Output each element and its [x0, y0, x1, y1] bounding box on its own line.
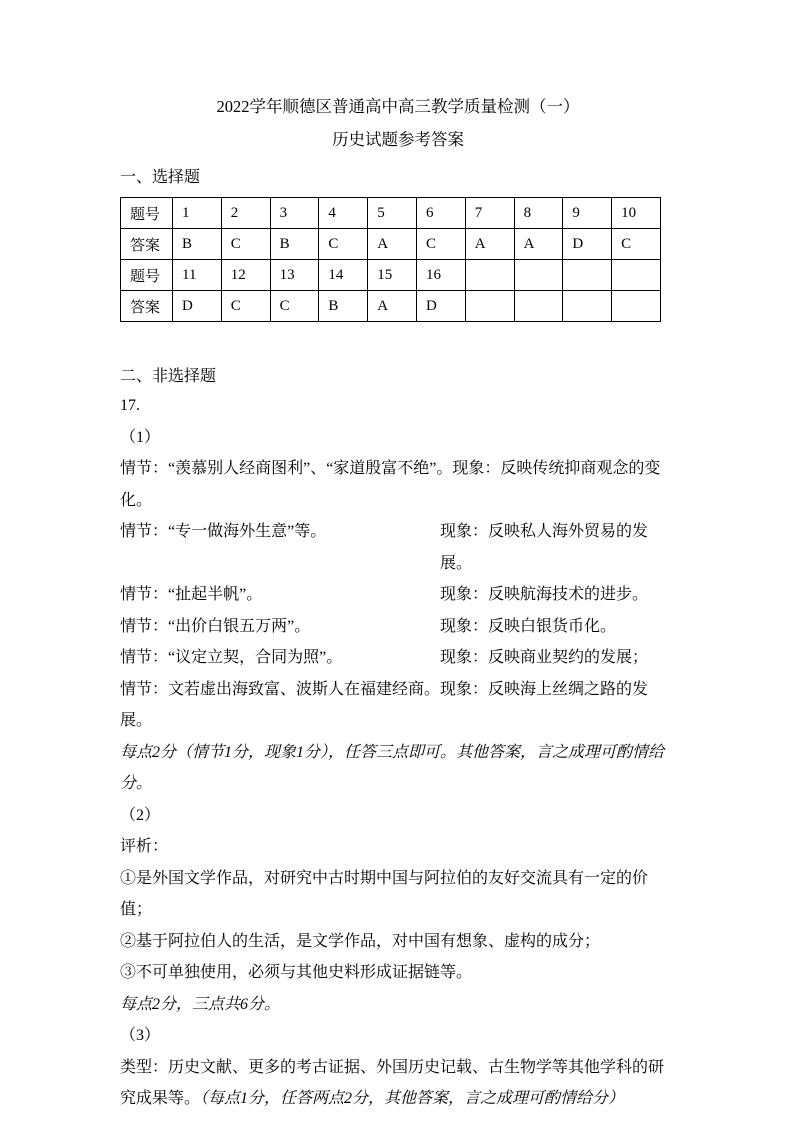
pair-plot: 情节：“扯起半帆”。	[120, 586, 263, 603]
table-cell: 1	[173, 198, 222, 229]
table-cell: 6	[416, 198, 465, 229]
section-heading-choice: 一、选择题	[120, 169, 201, 186]
pair-plot: 情节：“议定立契，合同为照”。	[120, 649, 343, 666]
question-number: 17.	[120, 397, 140, 414]
table-cell: 2	[221, 198, 270, 229]
part3-label: （3）	[120, 1027, 161, 1044]
table-cell: 题号	[121, 198, 173, 229]
table-row	[121, 229, 661, 260]
table-cell	[563, 260, 612, 291]
table-cell: A	[465, 229, 514, 260]
table-cell: 11	[173, 260, 222, 291]
table-cell: 题号	[121, 260, 173, 291]
part1-label: （1）	[120, 428, 161, 446]
table-cell: 12	[221, 260, 270, 291]
table-cell: C	[221, 291, 270, 322]
list-item: ②基于阿拉伯人的生活，是文学作品，对中国有想象、虚构的成分；	[120, 932, 601, 950]
table-cell: 7	[465, 198, 514, 229]
table-row	[121, 291, 661, 322]
part3-text: 类型：历史文献、更多的考古证据、外国历史记载、古生物学等其他学科的研究成果等。	[120, 1058, 665, 1107]
table-cell	[465, 291, 514, 322]
table-cell: 14	[319, 260, 368, 291]
table-cell	[612, 291, 661, 322]
pair-plot: 情节：“出价白银五万两”。	[120, 617, 311, 635]
table-cell: C	[270, 291, 319, 322]
table-cell: 13	[270, 260, 319, 291]
table-cell: 15	[368, 260, 417, 291]
table-cell: D	[563, 229, 612, 260]
table-cell	[465, 260, 514, 291]
table-cell: C	[319, 229, 368, 260]
pair-line-full: 情节：文若虚出海致富、波斯人在福建经商。现象：反映海上丝绸之路的发展。	[120, 680, 649, 729]
table-cell: 16	[416, 260, 465, 291]
answer-table	[120, 197, 661, 322]
table-cell	[563, 291, 612, 322]
table-cell: C	[221, 229, 270, 260]
table-cell	[514, 260, 563, 291]
table-row	[121, 260, 661, 291]
scoring-note: 每点2分，三点共6分。	[120, 995, 281, 1013]
table-cell: C	[416, 229, 465, 260]
table-cell: B	[270, 229, 319, 260]
list-item: ③不可单独使用，必须与其他史料形成证据链等。	[120, 964, 473, 981]
table-cell: C	[612, 229, 661, 260]
scoring-note: （每点1分，任答两点2分，其他答案，言之成理可酌情给分）	[200, 1090, 625, 1107]
pair-row	[120, 579, 676, 611]
table-cell: 答案	[121, 229, 173, 260]
list-item: ①是外国文学作品，对研究中古时期中国与阿拉伯的友好交流具有一定的价值；	[120, 869, 649, 918]
pair-row	[120, 611, 676, 643]
table-cell: 10	[612, 198, 661, 229]
pair-phenomenon: 现象：反映私人海外贸易的发展。	[440, 523, 649, 572]
table-cell: B	[173, 229, 222, 260]
table-cell: D	[416, 291, 465, 322]
pair-row	[120, 516, 676, 579]
table-row	[121, 198, 661, 229]
pair-plot: 情节：“专一做海外生意”等。	[120, 523, 327, 540]
pair-phenomenon: 现象：反映航海技术的进步。	[440, 586, 649, 603]
part2-lead: 评析：	[120, 838, 169, 855]
table-cell: 答案	[121, 291, 173, 322]
table-cell: 9	[563, 198, 612, 229]
pair-row	[120, 642, 676, 674]
table-cell: 5	[368, 198, 417, 229]
table-cell: 3	[270, 198, 319, 229]
part3-paragraph	[120, 1052, 676, 1115]
doc-subtitle: 历史试题参考答案	[332, 130, 464, 149]
section-heading-free: 二、非选择题	[120, 368, 217, 385]
table-cell: A	[368, 291, 417, 322]
pair-phenomenon: 现象：反映商业契约的发展；	[440, 649, 649, 666]
table-cell	[514, 291, 563, 322]
pair-line-full: 情节：“羡慕别人经商图利”、“家道殷富不绝”。现象：反映传统抑商观念的变化。	[120, 460, 661, 509]
table-cell: B	[319, 291, 368, 322]
part2-label: （2）	[120, 806, 161, 824]
table-cell: A	[514, 229, 563, 260]
doc-title: 2022学年顺德区普通高中高三教学质量检测（一）	[216, 97, 580, 116]
table-cell: A	[368, 229, 417, 260]
table-cell: 8	[514, 198, 563, 229]
table-cell	[612, 260, 661, 291]
table-cell: 4	[319, 198, 368, 229]
pair-phenomenon: 现象：反映白银货币化。	[440, 617, 617, 635]
table-cell: D	[173, 291, 222, 322]
scoring-note: 每点2分（情节1分，现象1分），任答三点即可。其他答案，言之成理可酌情给分。	[120, 743, 665, 792]
